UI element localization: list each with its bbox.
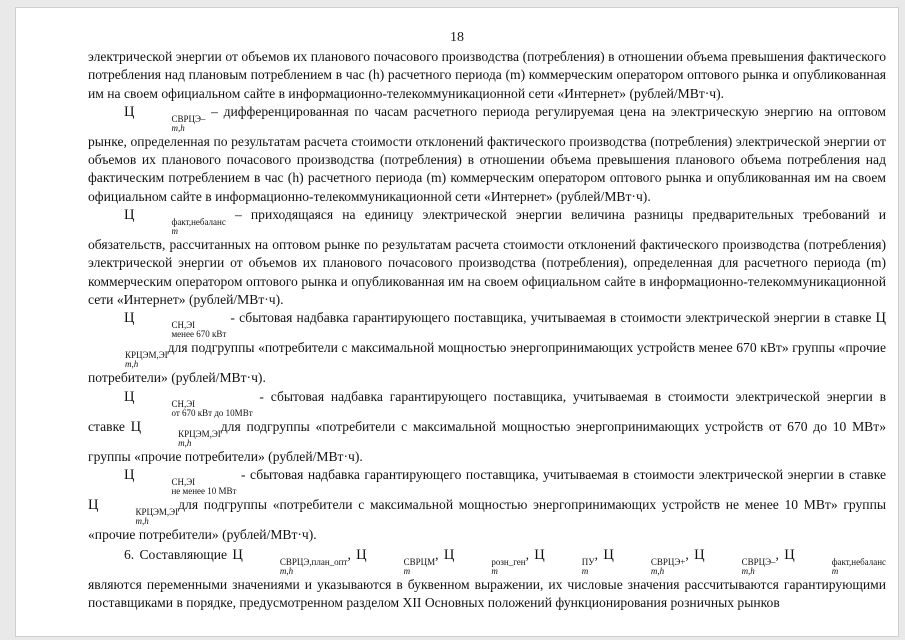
formula-symbol: Ц xyxy=(232,547,243,564)
formula-indices: КРЦЭМ,ЭI m,h xyxy=(135,506,179,526)
paragraph-text: - сбытовая надбавка гарантирующего поставщика, учитываемая в стоимости электрической энергии в ставке xyxy=(236,466,886,482)
formula-symbol: Ц xyxy=(443,547,455,564)
paragraph-text: для подгруппы «потребители с максимальной мощностью энергопринимающих устройств не менее 10 МВт» группы «прочие потребители» (рублей/МВт·ч). xyxy=(88,496,886,542)
formula-symbol: Ц xyxy=(88,496,99,513)
formula-indices: СВРЦЭ,план_опт m,h xyxy=(279,557,348,577)
paragraph-text: – дифференцированная по часам расчетного периода регулируемая цена на электрическую энергию на оптовом рынке, определенная по результатам расчета стоимости отклонений фактического производства (потребления) электрической энергии от объемов их планового почасового производства (потребления) в отношении объема превышения планового объема потребления над фактическим потреблением в час (h) расчетного периода (m) коммерческим оператором оптового рынка и опубликованная им на своем официальном сайте в информационно-телекоммуникационной сети «Интернет» (рублей/МВт·ч). xyxy=(88,103,886,204)
formula-indices: СВРЦЭ– m,h xyxy=(741,557,776,577)
formula-symbol: Ц xyxy=(124,207,135,224)
formula-symbol: Ц xyxy=(356,547,367,564)
formula-indices: СВРЦМ m xyxy=(403,557,436,577)
formula-indices: КРЦЭМ,ЭI m,h xyxy=(178,428,221,448)
page-number: 18 xyxy=(450,30,464,45)
paragraph-text: - сбытовая надбавка гарантирующего поставщика, учитываемая в стоимости электрической энергии в ставке xyxy=(88,388,886,434)
formula-indices: СВРЦЭ– m,h xyxy=(171,113,206,133)
formula-symbol: Ц xyxy=(124,388,135,405)
document-page xyxy=(16,8,898,636)
formula-symbol: Ц xyxy=(130,418,142,435)
formula-indices: СН,ЭI менее 670 кВт xyxy=(171,320,227,340)
formula-indices: СН,ЭI не менее 10 МВт xyxy=(171,476,237,496)
formula-indices: СВРЦЭ+ m,h xyxy=(650,557,686,577)
formula-symbol: Ц xyxy=(124,103,135,120)
formula-indices: СН,ЭI от 670 кВт до 10МВт xyxy=(171,398,253,418)
paragraph-continued: электрической энергии от объемов их планового почасового производства (потребления) в отношении объема превышения фактического потребления над плановым потреблением в час (h) расчетного периода (m) коммерческим оператором оптового рынка и опубликованная им на своем официальном сайте в информационно-телекоммуникационной сети «Интернет» (рублей/МВт·ч). xyxy=(88,49,886,101)
document-body xyxy=(88,48,886,613)
formula-symbol: Ц xyxy=(784,547,795,564)
paragraph-fakt-nebalans xyxy=(88,206,886,309)
paragraph-sn-670-10 xyxy=(88,388,886,466)
formula-indices: розн_ген m xyxy=(491,557,526,577)
formula-symbol: Ц xyxy=(875,310,886,327)
paragraph-lead: 6. Составляющие xyxy=(124,547,233,563)
paragraph-sn-less-670 xyxy=(88,309,886,387)
formula-symbol: Ц xyxy=(694,547,705,564)
paragraph-components: 6. Составляющие Ц СВРЦЭ,план_опт m,h , Ц СВРЦМ m , Ц розн_ген m , Ц ПУ m , Ц СВРЦЭ+ m,h , Ц СВРЦЭ– m,h , Ц факт,небаланс m являются переменными значениями и указываются в буквенном выражении, их числовые значения рассчитываются гарантирующими поставщиками в порядке, предусмотренном разделом XII Основных положений функционирования розничных рынков xyxy=(88,547,887,611)
paragraph-text: - сбытовая надбавка гарантирующего поставщика, учитываемая в стоимости электрической энергии в ставке xyxy=(226,310,876,326)
paragraph-text: для подгруппы «потребители с максимальной мощностью энергопринимающих устройств от 670 до 10 МВт» группы «прочие потребители» (рублей/МВт·ч). xyxy=(88,418,886,464)
paragraph-text: – приходящаяся на единицу электрической энергии величина разницы предварительных требований и обязательств, рассчитанных на оптовом рынке по результатам расчета стоимости отклонений фактического производства (потребления) электрической энергии от объемов их планового почасового производства (потребления), определенная для расчетного периода (m) коммерческим оператором оптового рынка и опубликованная им на своем официальном сайте в информационно-телекоммуникационной сети «Интернет» (рублей/МВт·ч). xyxy=(88,207,886,307)
formula-indices: факт,небаланс m xyxy=(831,557,887,577)
paragraph-text: являются переменными значениями и указываются в буквенном выражении, их числовые значения рассчитываются гарантирующими поставщиками в порядке, предусмотренном разделом XII Основных положений функционирования розничных рынков xyxy=(88,577,886,611)
formula-symbol: Ц xyxy=(603,547,614,564)
formula-symbol: Ц xyxy=(534,547,545,564)
formula-indices: факт,небаланс m xyxy=(171,217,226,237)
formula-indices: КРЦЭМ,ЭI m,h xyxy=(125,350,168,370)
paragraph-sn-not-less-10 xyxy=(88,466,886,544)
paragraph-svrce-minus xyxy=(88,103,886,206)
paragraph-text: для подгруппы «потребители с максимальной мощностью энергопринимающих устройств менее 670 кВт» группы «прочие потребители» (рублей/МВт·ч). xyxy=(88,340,886,386)
formula-symbol: Ц xyxy=(124,466,135,483)
formula-symbol: Ц xyxy=(124,310,135,327)
formula-indices: ПУ m xyxy=(581,557,595,577)
